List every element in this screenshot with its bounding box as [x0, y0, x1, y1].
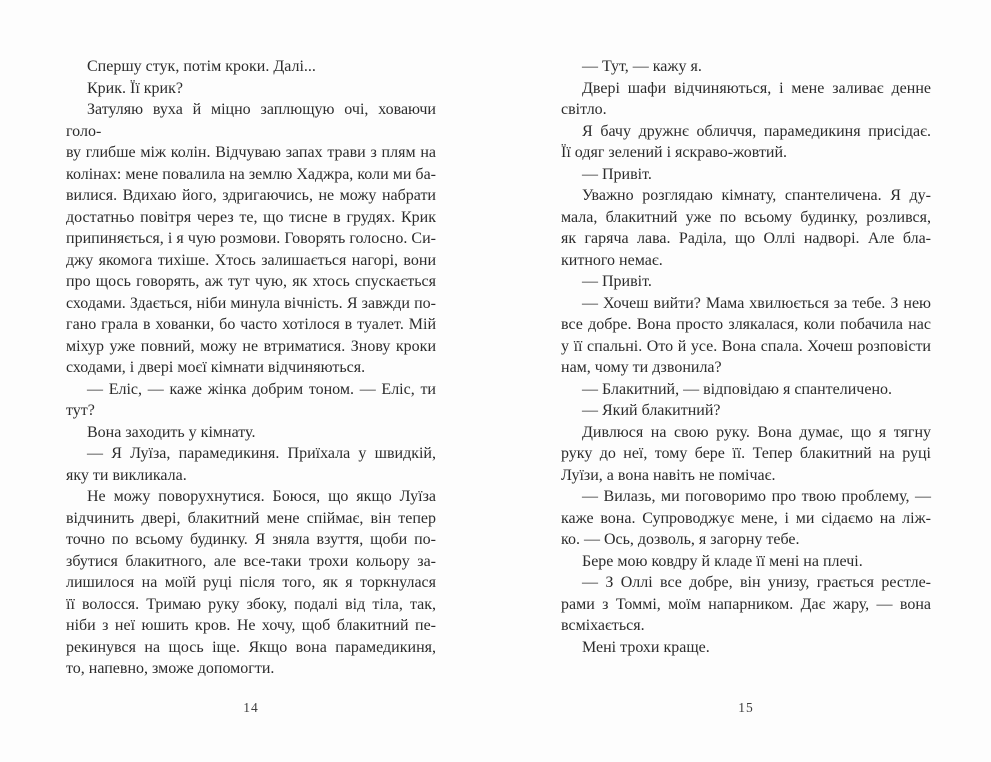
paragraph — [66, 443, 436, 486]
text-line: точно по всьому будинку. Я зняла взуття, щоби по- — [66, 531, 436, 548]
text-line: — Вилазь, ми поговоримо про твою проблему, — — [582, 488, 931, 505]
text-line: Затуляю вуха й міцно заплющую очі, ховаючи голо- — [66, 101, 436, 140]
paragraph — [561, 422, 931, 487]
text-line: всміхається. — [561, 617, 645, 634]
page-number-left: 14 — [243, 700, 259, 715]
paragraph — [561, 185, 931, 271]
text-line: достатньо повітря через те, що тисне в грудях. Крик — [66, 208, 436, 226]
text-line: — Тут, — кажу я. — [582, 58, 702, 75]
text-line: ко. — Ось, дозволь, я загорну тебе. — [561, 531, 800, 548]
paragraph — [66, 422, 436, 444]
text-line: — Еліс, — каже жінка добрим тоном. — Еліс, ти — [87, 380, 436, 398]
text-line: Бере мою ковдру й кладе її мені на плечі. — [582, 552, 863, 570]
text-line: відчинить двері, блакитний мене спіймає, він тепер — [66, 509, 436, 527]
text-line: — Блакитний, — відповідаю я спантеличено. — [582, 380, 893, 398]
text-line: Спершу стук, потім кроки. Далі... — [87, 58, 316, 75]
text-line: Крик. Її крик? — [87, 79, 183, 97]
text-line: рекинувся на щось іще. Якщо вона парамедикиня, — [66, 638, 436, 656]
page-text-left — [66, 56, 436, 680]
text-line: — З Оллі все добре, він унизу, грається рестле- — [582, 574, 931, 591]
paragraph — [561, 572, 931, 637]
text-line: Вона заходить у кімнату. — [87, 423, 256, 441]
paragraph — [561, 637, 931, 659]
text-line: яку ти викликала. — [66, 466, 187, 484]
text-line: — Який блакитний? — [582, 402, 721, 419]
text-line: Дивлюся на свою руку. Вона думає, що я тягну — [582, 423, 931, 441]
paragraph — [561, 164, 931, 186]
text-line: лишилося на моїй руці після того, як я торкнулася — [66, 574, 436, 591]
paragraph — [561, 486, 931, 551]
text-line: сходами, і двері моєї кімнати відчиняються. — [66, 359, 366, 376]
text-line: Луїзи, а вона навіть не помічає. — [561, 466, 776, 484]
text-line: рами з Томмі, моїм напарником. Дає жару, — вона — [561, 595, 931, 613]
paragraph — [561, 551, 931, 573]
paragraph — [561, 293, 931, 379]
book-page-left — [66, 0, 436, 762]
text-line: сходами. Здається, ніби минула вічність. Я завжди по- — [66, 294, 436, 312]
text-line: — Привіт. — [582, 165, 652, 183]
text-line: у її спальні. Ото й усе. Вона спала. Хочеш розповісти — [561, 337, 931, 355]
paragraph — [66, 56, 436, 78]
text-line: гано грала в хованки, бо часто хотілося в туалет. Мій — [66, 316, 436, 333]
text-line: Її одяг зелений і яскраво-жовтий. — [561, 144, 788, 161]
paragraph — [561, 400, 931, 422]
text-line: збутися блакитного, але все-таки трохи кольору за- — [66, 552, 436, 570]
paragraph — [66, 486, 436, 680]
paragraph — [561, 121, 931, 164]
text-line: Мені трохи краще. — [582, 638, 710, 656]
text-line: джу якомога тихіше. Хтось залишається нагорі, вони — [66, 251, 436, 269]
paragraph — [561, 56, 931, 78]
paragraph — [66, 99, 436, 379]
text-line: як гаряча лава. Раділа, що Оллі надворі. Але бла- — [561, 230, 931, 247]
page-number-right: 15 — [738, 700, 754, 715]
paragraph — [66, 379, 436, 422]
book-page-right — [561, 0, 931, 762]
text-line: ву глибше між колін. Відчуваю запах трави з плям на — [66, 144, 436, 161]
text-line: Уважно розглядаю кімнату, спантеличена. Я ду- — [582, 187, 931, 204]
text-line: її волосся. Тримаю руку збоку, подалі від тіла, так, — [66, 595, 436, 613]
text-line: все добре. Вона просто злякалася, коли побачила нас — [561, 316, 931, 333]
paragraph — [561, 78, 931, 121]
text-line: — Я Луїза, парамедикиня. Приїхала у швидкій, — [87, 445, 436, 462]
text-line: Двері шафи відчиняються, і мене заливає денне — [582, 79, 931, 97]
text-line: то, напевно, зможе допомогти. — [66, 660, 275, 677]
text-line: нам, чому ти дзвонила? — [561, 359, 722, 376]
paragraph — [561, 379, 931, 401]
text-line: ніби з неї юшить кров. Не хочу, щоб блакитний пе- — [66, 617, 436, 634]
text-line: міхур уже повний, можу не втриматися. Знову кроки — [66, 337, 436, 355]
text-line: китного немає. — [561, 251, 663, 269]
text-line: припиняється, і я чую розмови. Говорять голосно. Си- — [66, 230, 436, 247]
text-line: мала, блакитний уже по всьому будинку, розлився, — [561, 208, 931, 226]
paragraph — [561, 271, 931, 293]
text-line: вилися. Вдихаю його, здригаючись, не можу набрати — [66, 187, 436, 204]
text-line: колінах: мене повалила на землю Хаджра, коли ми ба- — [66, 165, 436, 183]
page-text-right — [561, 56, 931, 658]
text-line: тут? — [66, 402, 95, 419]
text-line: світло. — [561, 101, 607, 118]
text-line: — Привіт. — [582, 273, 652, 290]
paragraph — [66, 78, 436, 100]
text-line: Не можу поворухнутися. Боюся, що якщо Луїза — [87, 488, 436, 505]
text-line: — Хочеш вийти? Мама хвилюється за тебе. З нею — [582, 294, 931, 312]
text-line: руку до неї, тому бере її. Тепер блакитний на руці — [561, 445, 931, 462]
text-line: Я бачу дружнє обличчя, парамедикиня присідає. — [582, 122, 931, 140]
text-line: про щось говорять, аж тут чую, як хтось спускається — [66, 273, 436, 290]
text-line: каже вона. Супроводжує мене, і ми сідаємо на ліж- — [561, 509, 931, 527]
